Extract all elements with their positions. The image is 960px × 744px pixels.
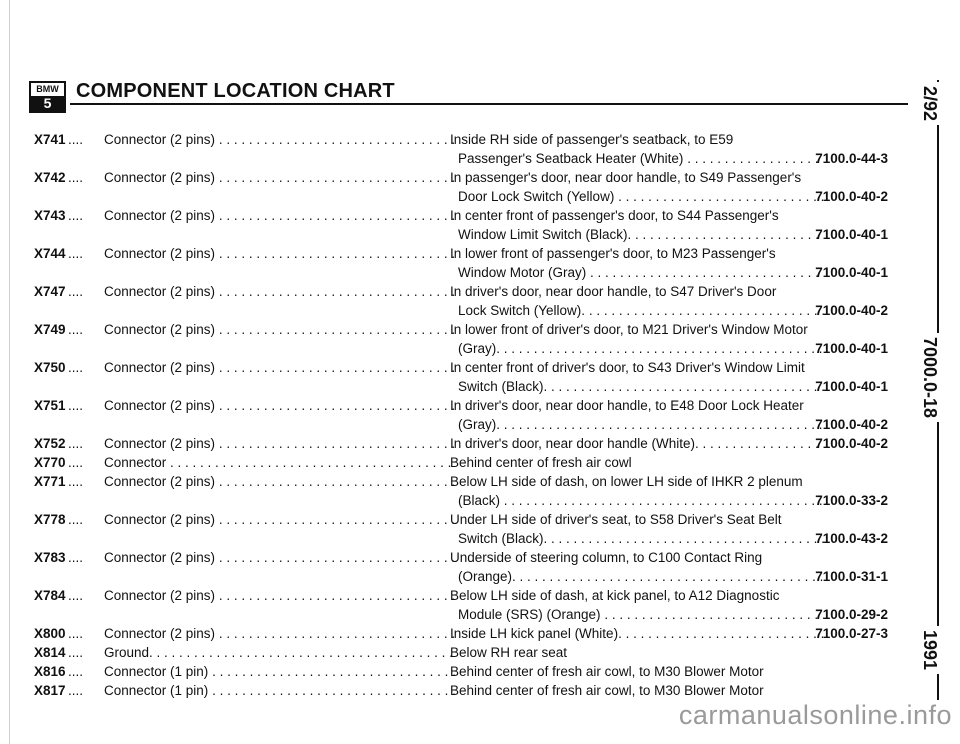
component-location: Below LH side of dash, on lower LH side of IHKR 2 plenum: [450, 474, 803, 489]
component-location: Inside LH kick panel (White). . . .: [450, 624, 824, 643]
leader-dots: ....: [68, 588, 84, 603]
component-location: In driver's door, near door handle (White). . . .: [450, 434, 824, 453]
leader-dots: ....: [68, 360, 84, 375]
component-location-list: [28, 130, 888, 700]
list-item: [28, 624, 888, 643]
list-item-continuation: [28, 225, 888, 244]
component-code: X814: [34, 645, 66, 660]
component-name: Connector (2 pins) . . .: [104, 510, 456, 529]
publication-date: 2/92: [919, 82, 940, 125]
page-reference: 7100.0-27-3: [815, 626, 888, 641]
component-location-continued: Window Motor (Gray) . . .: [458, 263, 824, 282]
component-location-continued: (Gray). . . .: [458, 415, 824, 434]
logo-brand-text: BMW: [31, 83, 64, 96]
list-item-continuation: [28, 263, 888, 282]
bmw-5-series-logo: [29, 81, 66, 113]
component-location: Behind center of fresh air cowl, to M30 Blower Motor: [450, 683, 764, 698]
list-item: [28, 548, 888, 567]
component-location-continued: Door Lock Switch (Yellow) . . .: [458, 187, 824, 206]
component-code: X742: [34, 170, 66, 185]
component-name: Connector (2 pins) . . .: [104, 282, 456, 301]
list-item: [28, 643, 888, 662]
list-item: [28, 244, 888, 263]
component-location-continued: Lock Switch (Yellow). . . .: [458, 301, 824, 320]
leader-dots: ....: [68, 550, 84, 565]
list-item: [28, 168, 888, 187]
section-number: 7000.0-18: [919, 333, 940, 422]
leader-dots: ....: [68, 645, 84, 660]
list-item: [28, 472, 888, 491]
component-location: Below RH rear seat: [450, 645, 568, 660]
component-location-continued: Passenger's Seatback Heater (White) . . .: [458, 149, 824, 168]
component-location: In passenger's door, near door handle, to S49 Passenger's: [450, 170, 802, 185]
list-item-continuation: [28, 301, 888, 320]
list-item: [28, 320, 888, 339]
component-code: X743: [34, 208, 66, 223]
component-code: X800: [34, 626, 66, 641]
component-code: X783: [34, 550, 66, 565]
component-name: Connector (2 pins) . . .: [104, 396, 456, 415]
leader-dots: ....: [68, 322, 84, 337]
component-name: Connector (2 pins) . . .: [104, 320, 456, 339]
component-location-continued: Module (SRS) (Orange) . . .: [458, 605, 824, 624]
title-underline: [70, 103, 908, 105]
component-location-continued: (Black) . . .: [458, 491, 824, 510]
component-location-continued: Window Limit Switch (Black). . . .: [458, 225, 824, 244]
page-reference: 7100.0-33-2: [815, 493, 888, 508]
component-code: X747: [34, 284, 66, 299]
component-code: X741: [34, 132, 66, 147]
page-reference: 7100.0-40-2: [815, 303, 888, 318]
page-reference: 7100.0-40-1: [815, 341, 888, 356]
component-location: In lower front of passenger's door, to M23 Passenger's: [450, 246, 776, 261]
page-reference: 7100.0-40-1: [815, 379, 888, 394]
component-location: In lower front of driver's door, to M21 Driver's Window Motor: [450, 322, 808, 337]
component-name: Ground. . . .: [104, 643, 456, 662]
component-code: X817: [34, 683, 66, 698]
component-location-continued: (Gray). . . .: [458, 339, 824, 358]
page-edge-line: [9, 0, 10, 744]
component-name: Connector (2 pins) . . .: [104, 472, 456, 491]
component-location: In center front of driver's door, to S43 Driver's Window Limit: [450, 360, 805, 375]
component-location: In driver's door, near door handle, to E48 Door Lock Heater: [450, 398, 804, 413]
list-item-continuation: [28, 491, 888, 510]
component-code: X752: [34, 436, 66, 451]
component-location: Inside RH side of passenger's seatback, to E59: [450, 132, 734, 147]
component-code: X751: [34, 398, 66, 413]
list-item-continuation: [28, 149, 888, 168]
leader-dots: ....: [68, 683, 84, 698]
list-item-continuation: [28, 377, 888, 396]
leader-dots: ....: [68, 132, 84, 147]
page-reference: 7100.0-40-1: [815, 227, 888, 242]
component-name: Connector (2 pins) . . .: [104, 358, 456, 377]
leader-dots: ....: [68, 455, 84, 470]
page-reference: 7100.0-40-1: [815, 265, 888, 280]
list-item-continuation: [28, 415, 888, 434]
list-item-continuation: [28, 529, 888, 548]
page-reference: 7100.0-40-2: [815, 189, 888, 204]
component-code: X744: [34, 246, 66, 261]
component-location: In driver's door, near door handle, to S47 Driver's Door: [450, 284, 777, 299]
list-item: [28, 396, 888, 415]
component-name: Connector (2 pins) . . .: [104, 206, 456, 225]
list-item: [28, 206, 888, 225]
logo-series-number: 5: [31, 96, 64, 111]
component-code: X750: [34, 360, 66, 375]
page-reference: 7100.0-31-1: [815, 569, 888, 584]
leader-dots: ....: [68, 512, 84, 527]
component-location: Behind center of fresh air cowl: [450, 455, 632, 470]
component-name: Connector (2 pins) . . .: [104, 586, 456, 605]
component-name: Connector (2 pins) . . .: [104, 434, 456, 453]
component-name: Connector . . .: [104, 453, 456, 472]
leader-dots: ....: [68, 626, 84, 641]
component-name: Connector (1 pin) . . .: [104, 681, 456, 700]
component-name: Connector (2 pins) . . .: [104, 548, 456, 567]
page-reference: 7100.0-44-3: [815, 151, 888, 166]
site-watermark: carmanualsonline.info: [678, 700, 952, 730]
component-location: Behind center of fresh air cowl, to M30 Blower Motor: [450, 664, 764, 679]
page-reference: 7100.0-43-2: [815, 531, 888, 546]
leader-dots: ....: [68, 284, 84, 299]
component-location: Underside of steering column, to C100 Contact Ring: [450, 550, 763, 565]
component-name: Connector (2 pins) . . .: [104, 624, 456, 643]
leader-dots: ....: [68, 664, 84, 679]
list-item: [28, 586, 888, 605]
list-item: [28, 358, 888, 377]
component-location: In center front of passenger's door, to S44 Passenger's: [450, 208, 779, 223]
component-location-continued: (Orange). . . .: [458, 567, 824, 586]
list-item: [28, 282, 888, 301]
component-code: X778: [34, 512, 66, 527]
page-reference: 7100.0-40-2: [815, 417, 888, 432]
leader-dots: ....: [68, 208, 84, 223]
component-code: X749: [34, 322, 66, 337]
list-item-continuation: [28, 187, 888, 206]
component-name: Connector (1 pin) . . .: [104, 662, 456, 681]
page-reference: 7100.0-29-2: [815, 607, 888, 622]
list-item: [28, 510, 888, 529]
component-location: Below LH side of dash, at kick panel, to A12 Diagnostic: [450, 588, 780, 603]
component-name: Connector (2 pins) . . .: [104, 244, 456, 263]
list-item-continuation: [28, 339, 888, 358]
list-item: [28, 434, 888, 453]
page-reference: 7100.0-40-2: [815, 436, 888, 451]
leader-dots: ....: [68, 436, 84, 451]
leader-dots: ....: [68, 246, 84, 261]
component-location: Under LH side of driver's seat, to S58 Driver's Seat Belt: [450, 512, 782, 527]
component-code: X816: [34, 664, 66, 679]
component-location-continued: Switch (Black). . . .: [458, 377, 824, 396]
list-item: [28, 681, 888, 700]
component-name: Connector (2 pins) . . .: [104, 130, 456, 149]
page-title: COMPONENT LOCATION CHART: [76, 80, 395, 102]
list-item-continuation: [28, 567, 888, 586]
list-item-continuation: [28, 605, 888, 624]
list-item: [28, 130, 888, 149]
component-code: X771: [34, 474, 66, 489]
list-item: [28, 453, 888, 472]
component-code: X770: [34, 455, 66, 470]
component-location-continued: Switch (Black). . . .: [458, 529, 824, 548]
leader-dots: ....: [68, 170, 84, 185]
leader-dots: ....: [68, 474, 84, 489]
component-code: X784: [34, 588, 66, 603]
component-name: Connector (2 pins) . . .: [104, 168, 456, 187]
list-item: [28, 662, 888, 681]
leader-dots: ....: [68, 398, 84, 413]
model-year: 1991: [919, 626, 940, 674]
